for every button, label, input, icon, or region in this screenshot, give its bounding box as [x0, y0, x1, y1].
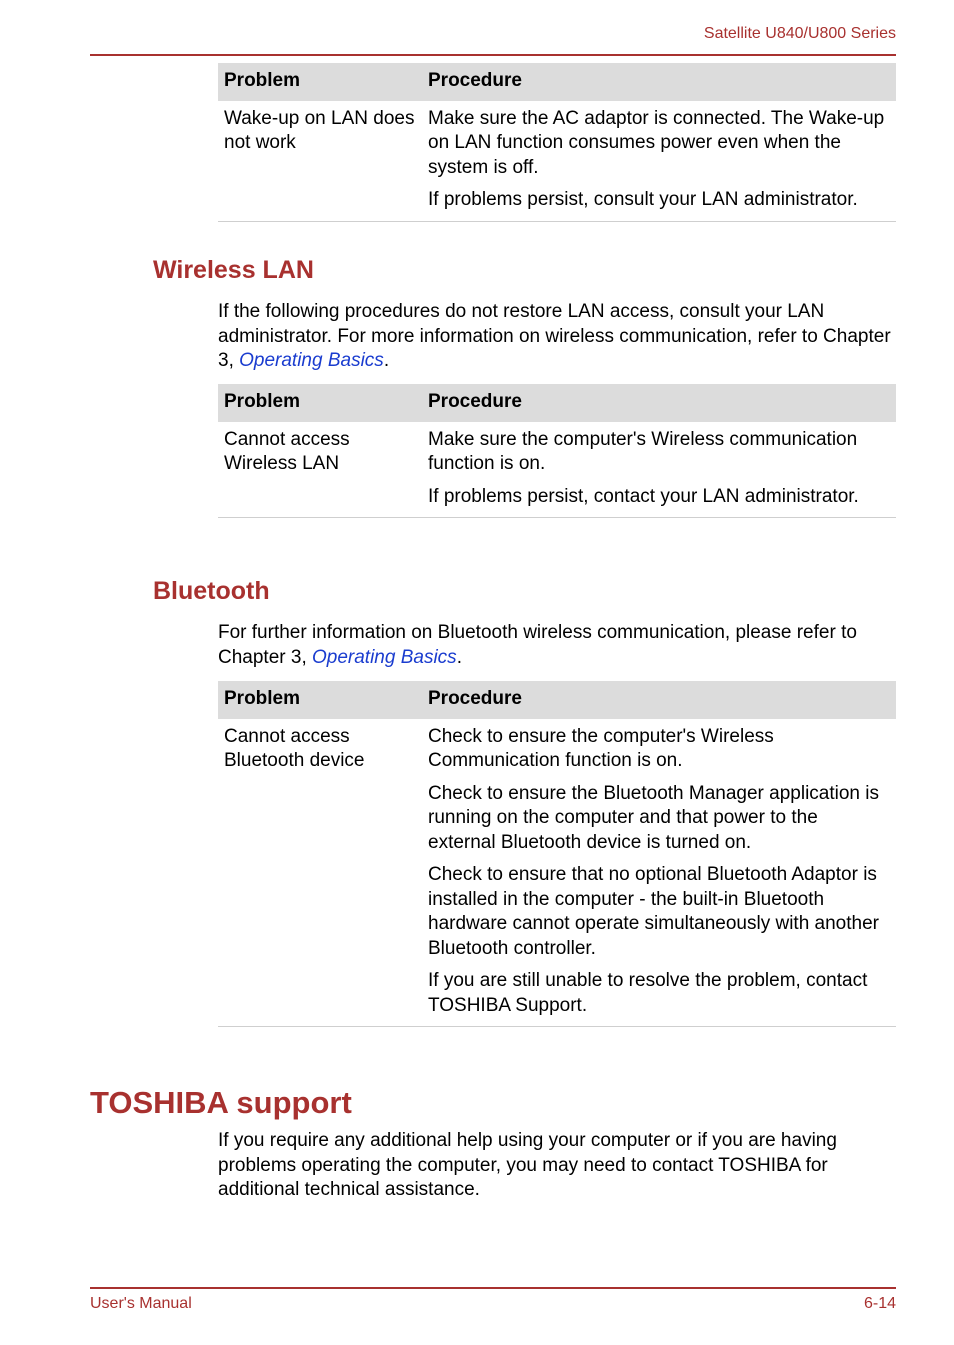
- procedure-step: If problems persist, contact your LAN administrator.: [428, 485, 859, 507]
- column-header-problem: Problem: [218, 681, 422, 719]
- wireless-intro: [218, 300, 898, 374]
- column-header-problem: Problem: [218, 384, 422, 422]
- procedure-step: If problems persist, consult your LAN administrator.: [428, 189, 858, 210]
- procedure-step: Check to ensure that no optional Bluetooth Adaptor is installed in the computer - the built-in Bluetooth hardware cannot operate simultaneously with another Bluetooth controller.: [428, 864, 879, 959]
- column-header-procedure: Procedure: [422, 384, 896, 422]
- wireless-problem-table: [218, 384, 896, 518]
- procedure-cell: [422, 101, 896, 222]
- problem-cell: Cannot access Bluetooth device: [218, 719, 422, 1027]
- bluetooth-intro: [218, 621, 898, 670]
- table-row: [218, 101, 896, 222]
- procedure-cell: [422, 422, 896, 518]
- problem-cell: Cannot access Wireless LAN: [218, 422, 422, 518]
- operating-basics-link[interactable]: Operating Basics: [239, 350, 384, 371]
- bluetooth-problem-table: [218, 681, 896, 1027]
- column-header-procedure: Procedure: [422, 681, 896, 719]
- chapter-heading-toshiba-support: TOSHIBA support: [90, 1085, 352, 1120]
- procedure-step: Check to ensure the Bluetooth Manager application is running on the computer and that power to the external Bluetooth device is turned on.: [428, 782, 879, 853]
- bluetooth-intro-end: .: [456, 646, 462, 668]
- operating-basics-link[interactable]: Operating Basics: [312, 646, 457, 668]
- table-row: [218, 719, 896, 1027]
- footer-rule: [90, 1287, 896, 1289]
- procedure-cell: [422, 719, 896, 1027]
- wireless-intro-end: .: [383, 350, 390, 371]
- table-row: [218, 422, 896, 518]
- problem-cell: Wake-up on LAN does not work: [218, 101, 422, 222]
- procedure-step: Make sure the AC adaptor is connected. The Wake-up on LAN function consumes power even when the system is off.: [428, 107, 885, 178]
- footer-manual-title: User's Manual: [90, 1295, 192, 1312]
- table-header-row: [218, 384, 896, 422]
- header-rule: [90, 54, 896, 56]
- procedure-step: Make sure the computer's Wireless communication function is on.: [428, 428, 858, 474]
- section-heading-wireless-lan: Wireless LAN: [153, 256, 314, 284]
- section-heading-bluetooth: Bluetooth: [153, 577, 270, 605]
- column-header-problem: Problem: [218, 63, 422, 101]
- page-number: 6-14: [863, 1295, 896, 1312]
- running-header: Satellite U840/U800 Series: [703, 25, 896, 42]
- wireless-intro-text: If the following procedures do not restore LAN access, consult your LAN administrator. For more information on wireless communication, refer to Chapter 3,: [218, 301, 891, 371]
- table-header-row: [218, 63, 896, 101]
- procedure-step: If you are still unable to resolve the problem, contact TOSHIBA Support.: [428, 970, 868, 1016]
- table-header-row: [218, 681, 896, 719]
- column-header-procedure: Procedure: [422, 63, 896, 101]
- support-text: If you require any additional help using your computer or if you are having problems operating the computer, you may need to contact TOSHIBA for additional technical assistance.: [218, 1130, 837, 1200]
- procedure-step: Check to ensure the computer's Wireless Communication function is on.: [428, 725, 774, 771]
- bluetooth-intro-text: For further information on Bluetooth wireless communication, please refer to Chapter 3,: [218, 622, 857, 668]
- lan-problem-table: [218, 63, 896, 222]
